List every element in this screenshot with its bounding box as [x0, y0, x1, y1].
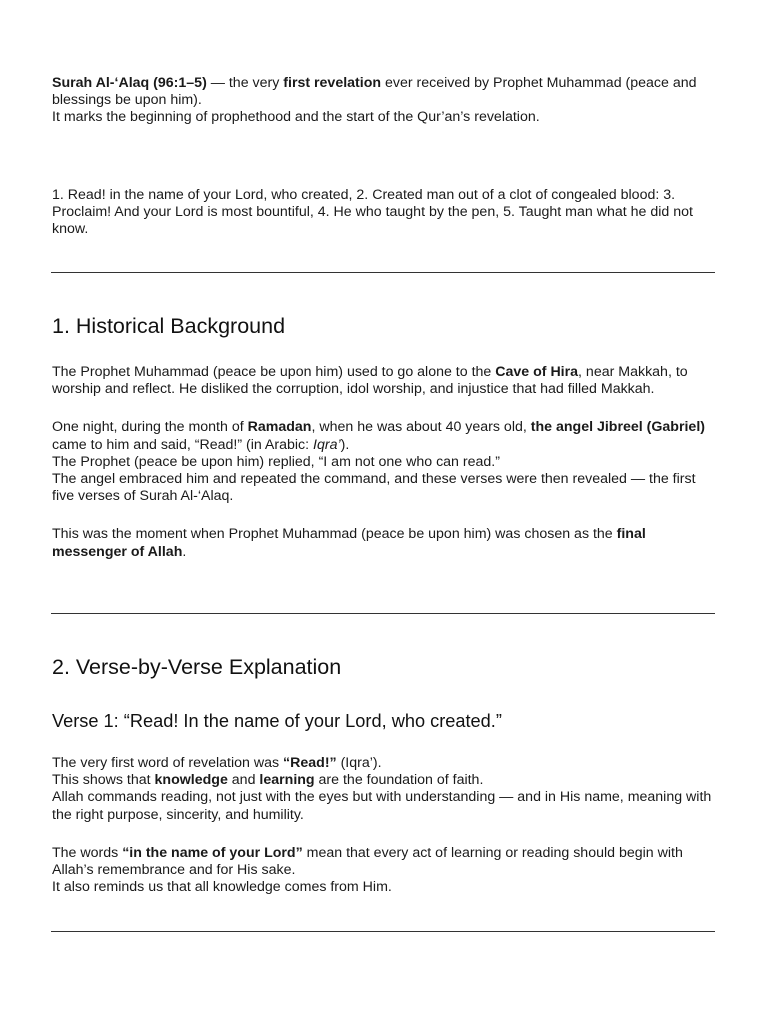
section-heading: 1. Historical Background	[52, 314, 286, 338]
section1-body	[52, 364, 720, 561]
paragraph-line: The Prophet (peace be upon him) replied, “I am not one who can read.”	[52, 453, 500, 470]
emphasis: learning	[259, 772, 315, 789]
arabic-term: Iqra’	[313, 436, 341, 453]
intro-paragraph	[52, 75, 720, 127]
section2-body	[52, 755, 720, 896]
verses-summary-text: 1. Read! in the name of your Lord, who created, 2. Created man out of a clot of congealed blood: 3. Proclaim! And your Lord is most bountiful, 4. He who taught by the pen, 5. Taught man what he did not know.	[52, 187, 693, 238]
emphasis: “Read!”	[283, 755, 337, 771]
paragraph: This was the moment when Prophet Muhammad (peace be upon him) was chosen as the final messenger of Allah.	[52, 526, 646, 560]
section-divider	[51, 931, 715, 932]
emphasis: Ramadan	[247, 419, 312, 436]
emphasis: the angel Jibreel (Gabriel)	[530, 419, 705, 436]
intro-line-1: Surah Al-‘Alaq (96:1–5) — the very first revelation ever received by Prophet Muhammad (peace and blessings be upon him).	[52, 75, 697, 109]
section-divider	[51, 272, 715, 273]
emphasis: knowledge	[154, 772, 228, 789]
emphasis: final messenger of Allah	[52, 526, 646, 560]
paragraph: The Prophet Muhammad (peace be upon him) used to go alone to the Cave of Hira, near Makkah, to worship and reflect. He disliked the corruption, idol worship, and injustice that had filled Makkah.	[52, 364, 688, 398]
section-divider	[51, 613, 715, 614]
paragraph: The very first word of revelation was “Read!” (Iqra’).	[52, 755, 382, 771]
paragraph: One night, during the month of Ramadan, when he was about 40 years old, the angel Jibreel (Gabriel) came to him and said, “Read!” (in Arabic: Iqra’).	[52, 419, 705, 453]
verse-heading: Verse 1: “Read! In the name of your Lord, who created.”	[52, 711, 502, 731]
paragraph: The words “in the name of your Lord” mean that every act of learning or reading should begin with Allah’s remembrance and for His sake.	[52, 844, 683, 879]
paragraph-line: Allah commands reading, not just with the eyes but with understanding — and in His name, meaning with the right purpose, sincerity, and humility.	[52, 789, 712, 823]
section-heading: 2. Verse-by-Verse Explanation	[52, 655, 342, 679]
section-historical-background	[52, 313, 720, 339]
paragraph-line: This shows that knowledge and learning are the foundation of faith.	[52, 772, 484, 789]
verses-summary	[52, 187, 720, 239]
emphasis: Cave of Hira	[495, 364, 579, 380]
verse-1-subsection	[52, 710, 720, 732]
paragraph-line: It also reminds us that all knowledge comes from Him.	[52, 879, 392, 896]
surah-title: Surah Al-‘Alaq (96:1–5)	[52, 75, 207, 91]
paragraph-line: The angel embraced him and repeated the command, and these verses were then revealed — the first five verses of Surah Al-‘Alaq.	[52, 471, 696, 505]
emphasis: “in the name of your Lord”	[122, 844, 303, 861]
intro-line-2: It marks the beginning of prophethood and the start of the Qur’an’s revelation.	[52, 109, 540, 126]
section-verse-by-verse	[52, 654, 720, 680]
first-revelation-emphasis: first revelation	[283, 75, 382, 91]
